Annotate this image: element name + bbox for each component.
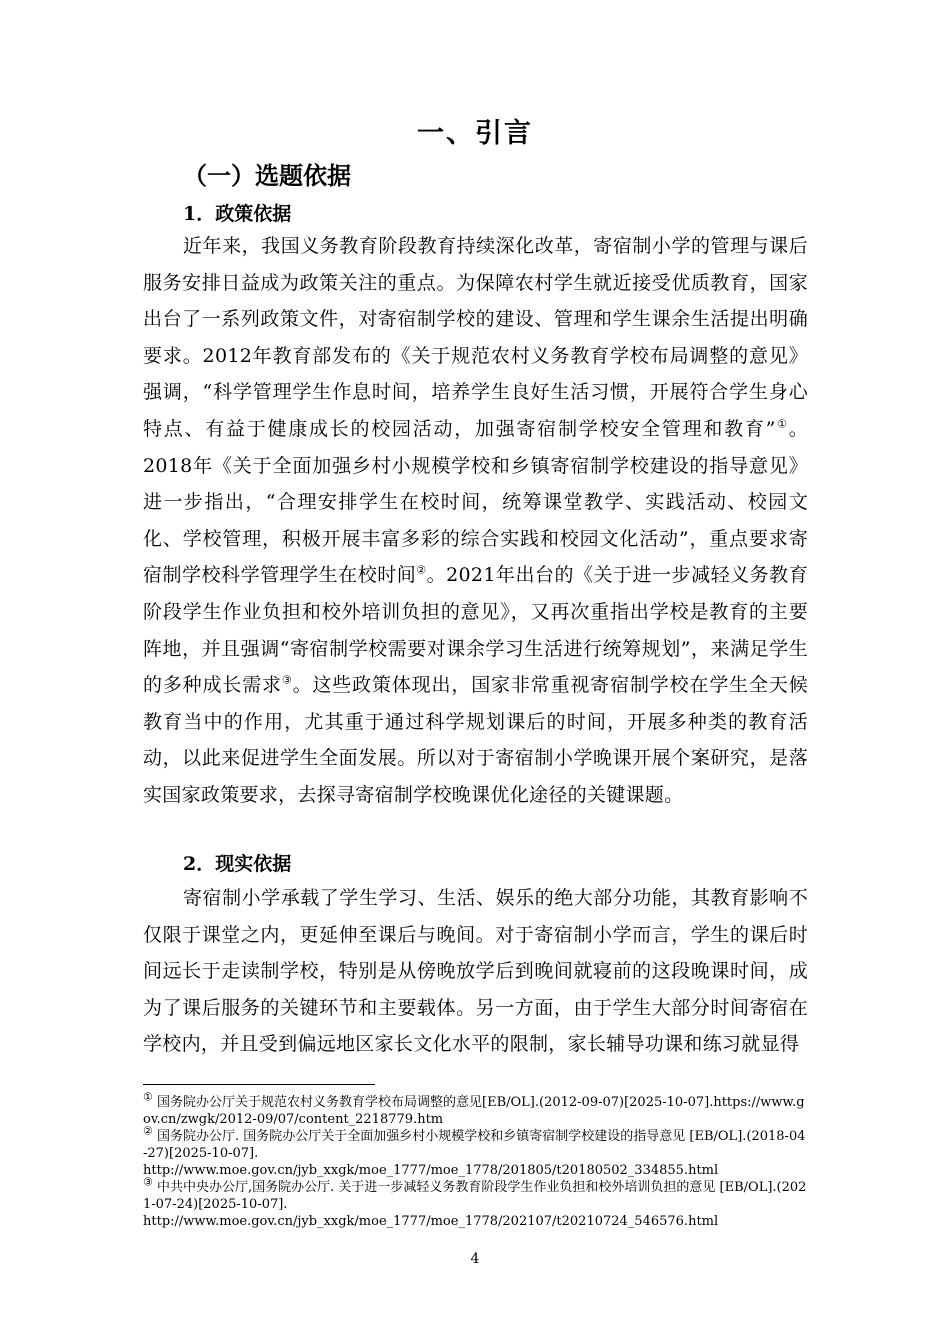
policy-text-part-1: 近年来，我国义务教育阶段教育持续深化改革，寄宿制小学的管理与课后服务安排日益成为政策关注的重点。为保障农村学生就近接受优质教育，国家出台了一系列政策文件，对寄宿制学校的建设、管理和学生课余生活提出明确要求。2012年教育部发布的《关于规范农村义务教育学校布局调整的意见》强调，“科学管理学生作息时间，培养学生良好生活习惯，开展符合学生身心特点、有益于健康成长的校园活动，加强寄宿制学校安全管理和教育” [143, 235, 808, 440]
footnote-3 [143, 1175, 808, 1230]
policy-text-part-2: 。2018年《关于全面加强乡村小规模学校和乡镇寄宿制学校建设的指导意见》进一步指出，“合理安排学生在校时间，统筹课堂教学、实践活动、校园文化、学校管理，积极开展丰富多彩的综合实践和校园文化活动”，重点要求寄宿制学校科学管理学生在校时间 [143, 417, 808, 587]
section-heading: （一）选题依据 [183, 161, 351, 190]
subsection-heading-reality: 2．现实依据 [183, 853, 292, 875]
policy-paragraph [143, 228, 808, 814]
footnote-2 [143, 1124, 808, 1179]
footnote-separator [143, 1084, 375, 1085]
subsection-heading-policy: 1．政策依据 [183, 203, 292, 225]
policy-text-part-4: 。这些政策体现出，国家非常重视寄宿制学校在学生全天候教育当中的作用，尤其重于通过科学规划课后的时间，开展多种类的教育活动，以此来促进学生全面发展。所以对于寄宿制小学晚课开展个案研究，是落实国家政策要求，去探寻寄宿制学校晚课优化途径的关键课题。 [143, 674, 808, 806]
footnote-1-text: 国务院办公厅关于规范农村义务教育学校布局调整的意见[EB/OL].(2012-09-07)[2025-10-07].https://www.gov.cn/zwgk/2012-09/07/content_2218779.htm [143, 1095, 805, 1127]
footnote-2-text: 国务院办公厅. 国务院办公厅关于全面加强乡村小规模学校和乡镇寄宿制学校建设的指导意见 [EB/OL].(2018-04-27)[2025-10-07]. [143, 1129, 806, 1161]
footnote-3-text: 中共中央办公厅,国务院办公厅. 关于进一步减轻义务教育阶段学生作业负担和校外培训负担的意见 [EB/OL].(2021-07-24)[2025-10-07]. [143, 1180, 807, 1212]
footnote-3-marker: ③ [143, 1175, 153, 1189]
footnote-1 [143, 1090, 808, 1128]
policy-text-part-3: 。2021年出台的《关于进一步减轻义务教育阶段学生作业负担和校外培训负担的意见》，又再次重指出学校是教育的主要阵地，并且强调“寄宿制学校需要对课余学习生活进行统筹规划”，来满足学生的多种成长需求 [143, 564, 808, 697]
footnote-2-marker: ② [143, 1124, 153, 1138]
chapter-heading: 一、引言 [417, 118, 533, 149]
footnote-ref-1[interactable]: ① [775, 417, 789, 431]
footnote-3-url[interactable]: http://www.moe.gov.cn/jyb_xxgk/moe_1777/moe_1778/202107/t20210724_546576.html [143, 1214, 719, 1229]
reality-paragraph: 寄宿制小学承载了学生学习、生活、娱乐的绝大部分功能，其教育影响不仅限于课堂之内，更延伸至课后与晚间。对于寄宿制小学而言，学生的课后时间远长于走读制学校，特别是从傍晚放学后到晚间就寝前的这段晚课时间，成为了课后服务的关键环节和主要载体。另一方面，由于学生大部分时间寄宿在学校内，并且受到偏远地区家长文化水平的限制，家长辅导功课和练习就显得 [143, 887, 808, 1056]
footnote-ref-2[interactable]: ② [416, 564, 427, 578]
footnote-ref-3[interactable]: ③ [281, 673, 293, 687]
footnote-1-marker: ① [143, 1090, 153, 1104]
footnote-2-url[interactable]: http://www.moe.gov.cn/jyb_xxgk/moe_1777/moe_1778/201805/t20180502_334855.html [143, 1163, 719, 1178]
page-number: 4 [470, 1251, 480, 1267]
